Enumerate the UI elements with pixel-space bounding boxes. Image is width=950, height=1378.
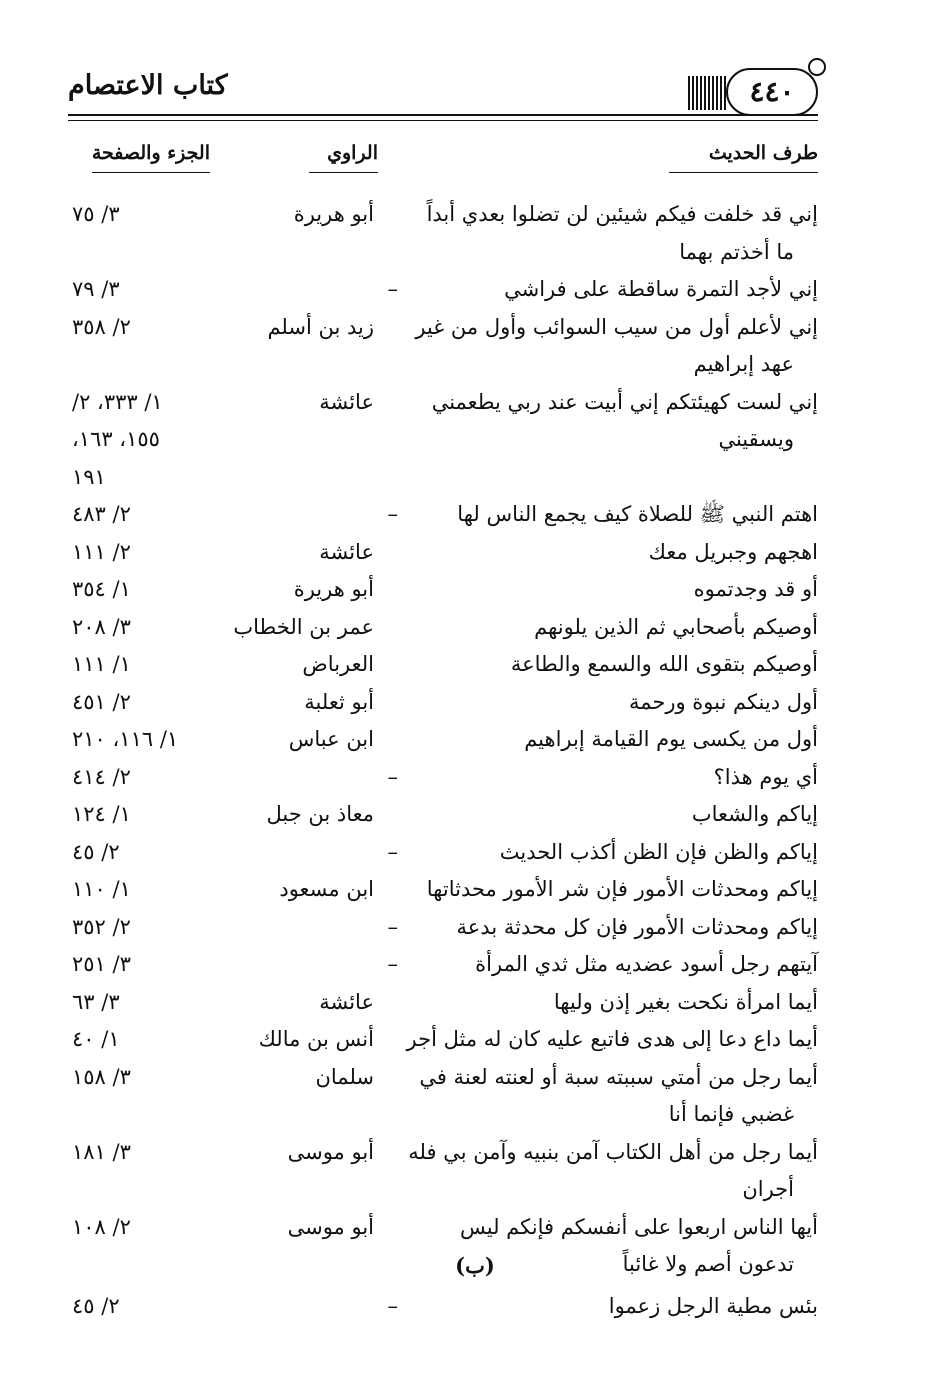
table-row [68,384,818,497]
reference: ٢/ ٤٥١ [72,689,131,714]
table-row [68,534,818,572]
narrator: أبو هريرة [293,202,374,226]
narrator: – [387,764,398,789]
narrator: ابن عباس [288,727,374,751]
table-row [68,909,818,947]
hadith-text: إني لأعلم أول من سيب السوائب وأول من غير عهد إبراهيم [406,309,818,384]
table-row [68,609,818,647]
hadith-text: إني لأجد التمرة ساقطة على فراشي [504,277,818,301]
narrator: عائشة [319,389,374,414]
hadith-text-continuation: تدعون أصم ولا غائباً [622,1252,794,1276]
table-row [68,1021,818,1059]
ornament-icon [688,76,726,110]
hadith-text-continuation: غضبي فإنما أنا [668,1102,794,1126]
hadith-text: أو قد وجدتموه [693,577,818,601]
reference: ٣/ ٦٣ [72,989,120,1014]
hadith-text: أول دينكم نبوة ورحمة [628,689,818,714]
narrator: العرباض [302,652,374,676]
reference: ٢/ ١١١ [72,539,131,564]
table-row [68,796,818,834]
hadith-text: بئس مطية الرجل زعموا [608,1294,818,1318]
reference: ١/ ١٢٤ [72,802,131,826]
header-rule-thin [68,120,818,121]
page-number: ٤٤٠ [726,68,818,116]
reference: ٣/ ١٥٨ [72,1064,131,1089]
hadith-text: أيما رجل من أمتي سببته سبة أو لعنته لعنة في غضبي فإنما أنا [406,1059,818,1134]
reference: ٣/ ٢٥١ [72,952,131,976]
narrator: أنس بن مالك [258,1027,374,1051]
hadith-text-continuation: أجران [742,1177,794,1201]
header-rule [68,114,818,116]
table-row [68,196,818,271]
reference: ٢/ ٤٥ [72,1294,120,1318]
narrator: – [387,914,398,939]
table-row [68,834,818,872]
reference: ١/ ١١٦، ٢١٠ [72,727,179,751]
book-title: كتاب الاعتصام [68,70,228,101]
narrator: سلمان [315,1064,374,1089]
table-row [68,1059,818,1134]
hadith-text: أول من يكسى يوم القيامة إبراهيم [524,727,818,751]
narrator: زيد بن أسلم [267,314,374,339]
hadith-text: أيها الناس اربعوا على أنفسكم فإنكم ليس تدعون أصم ولا غائباً [406,1209,818,1284]
hadith-text: أيما امرأة نكحت بغير إذن وليها [553,989,818,1014]
hadith-text: اهجهم وجبريل معك [648,539,818,564]
narrator: أبو هريرة [293,577,374,601]
table-row [68,984,818,1022]
hadith-text: أيما رجل من أهل الكتاب آمن بنبيه وآمن بي فله أجران [406,1134,818,1209]
table-row [68,721,818,759]
reference: ١/ ١١٠ [72,877,131,901]
reference: ٣/ ١٨١ [72,1139,131,1164]
hadith-text: أوصيكم بتقوى الله والسمع والطاعة [510,652,818,676]
reference-continuation: ١٩١ [72,464,106,489]
hadith-text: أوصيكم بأصحابي ثم الذين يلونهم [534,614,818,639]
reference: ١/ ١١١ [72,652,131,676]
narrator: – [387,1294,398,1318]
hadith-text: إياكم ومحدثات الأمور فإن كل محدثة بدعة [456,914,818,939]
narrator: – [387,952,398,976]
section-letter: (ب) [455,1253,495,1278]
hadith-text: أيما داع دعا إلى هدى فاتبع عليه كان له مثل أجر [406,1027,818,1051]
reference: ٢/ ٤١٤ [72,764,131,789]
hadith-index-row-last [68,1288,818,1326]
narrator: معاذ بن جبل [266,802,374,826]
reference: ٢/ ١٠٨ [72,1214,131,1239]
table-row [68,1134,818,1209]
hadith-text: إني قد خلفت فيكم شيئين لن تضلوا بعدي أبداً ما أخذتم بهما [406,196,818,271]
hadith-text-continuation: ما أخذتم بهما [679,239,794,264]
narrator: – [387,277,398,301]
narrator: ابن مسعود [279,877,374,901]
table-row [68,271,818,309]
narrator: عائشة [319,989,374,1014]
hadith-index-table [68,196,818,1284]
hadith-text: آيتهم رجل أسود عضديه مثل ثدي المرأة [475,952,818,976]
narrator: عائشة [319,539,374,564]
reference: ٣/ ٧٥ [72,202,120,226]
hadith-text: إياكم ومحدثات الأمور فإن شر الأمور محدثاتها [426,877,818,901]
column-header-narrator: الراوي [178,142,378,182]
hadith-text: إياكم والشعاب [691,802,818,826]
hadith-text-continuation: ويسقيني [718,427,794,451]
narrator: عمر بن الخطاب [233,614,374,639]
column-header-hadith: طرف الحديث [408,142,818,182]
hadith-text: أي يوم هذا؟ [713,764,818,789]
reference: ٢/ ٣٥٨ [72,314,131,339]
reference: ١/ ٣٣٣، ٢/ ١٥٥، ١٦٣، ١٩١ [68,384,196,497]
reference: ١/ ٣٥٤ [72,577,131,601]
column-header-reference: الجزء والصفحة [70,142,210,182]
narrator: أبو موسى [287,1214,374,1239]
reference: ٢/ ٤٨٣ [72,502,131,526]
table-row [68,571,818,609]
narrator: أبو ثعلبة [304,689,374,714]
table-row [68,759,818,797]
hadith-text: اهتم النبي ﷺ للصلاة كيف يجمع الناس لها [457,502,818,526]
reference: ٢/ ٤٥ [72,839,120,864]
reference: ٣/ ٢٠٨ [72,614,131,639]
table-row [68,646,818,684]
narrator: – [387,839,398,864]
hadith-text: إني لست كهيئتكم إني أبيت عند ربي يطعمني ويسقيني [406,384,818,459]
table-row [68,309,818,384]
narrator: – [387,502,398,526]
reference: ٣/ ٧٩ [72,277,120,301]
table-row [68,871,818,909]
table-row [68,684,818,722]
reference: ١/ ٤٠ [72,1027,120,1051]
reference: ٢/ ٣٥٢ [72,914,131,939]
table-row [68,496,818,534]
table-row [68,946,818,984]
hadith-text-continuation: عهد إبراهيم [693,352,794,376]
narrator: أبو موسى [287,1139,374,1164]
hadith-text: إياكم والظن فإن الظن أكذب الحديث [499,839,818,864]
